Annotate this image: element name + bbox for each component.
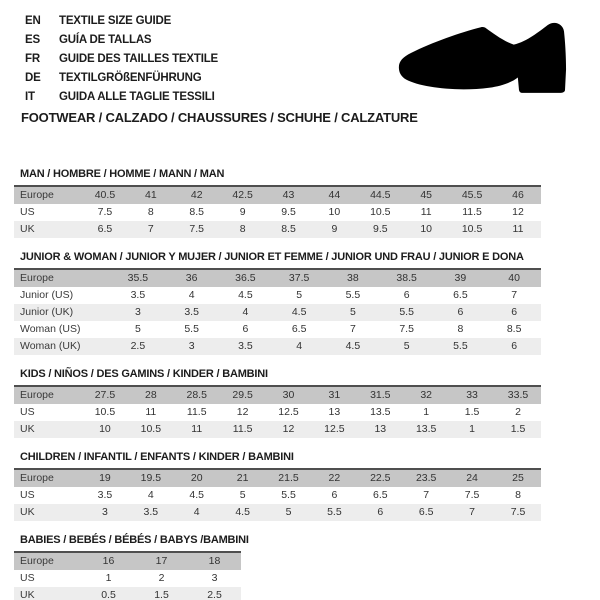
size-cell: 38.5 <box>380 269 434 287</box>
row-label: US <box>14 487 82 504</box>
table-row <box>14 487 541 504</box>
size-cell: 44.5 <box>357 186 403 204</box>
size-section-children <box>14 451 541 521</box>
size-cell: 2.5 <box>188 587 241 600</box>
size-cell: 0.5 <box>82 587 135 600</box>
size-cell: 40 <box>487 269 541 287</box>
size-cell: 6.5 <box>272 321 326 338</box>
size-cell: 5.5 <box>165 321 219 338</box>
size-cell: 32 <box>403 386 449 404</box>
size-cell: 28.5 <box>174 386 220 404</box>
language-label: GUIDE DES TAILLES TEXTILE <box>59 53 218 65</box>
table-row <box>14 186 541 204</box>
table-row <box>14 269 541 287</box>
section-title: BABIES / BEBÉS / BÉBÉS / BABYS /BAMBINI <box>20 534 249 546</box>
size-cell: 28 <box>128 386 174 404</box>
size-tables-container <box>14 168 541 600</box>
size-cell: 8 <box>434 321 488 338</box>
size-table <box>14 185 541 238</box>
size-cell: 45 <box>403 186 449 204</box>
row-label: Junior (US) <box>14 287 111 304</box>
size-cell: 40.5 <box>82 186 128 204</box>
size-cell: 41 <box>128 186 174 204</box>
size-cell: 12.5 <box>266 404 312 421</box>
size-cell: 30 <box>266 386 312 404</box>
size-cell: 12 <box>266 421 312 438</box>
size-cell: 13.5 <box>403 421 449 438</box>
size-cell: 5 <box>111 321 165 338</box>
table-row <box>14 338 541 355</box>
size-cell: 3 <box>165 338 219 355</box>
size-cell: 11 <box>128 404 174 421</box>
table-row <box>14 304 541 321</box>
size-cell: 8 <box>220 221 266 238</box>
size-cell: 10.5 <box>82 404 128 421</box>
table-row <box>14 386 541 404</box>
size-cell: 4.5 <box>272 304 326 321</box>
size-table <box>14 385 541 438</box>
size-cell: 5 <box>326 304 380 321</box>
size-cell: 46 <box>495 186 541 204</box>
size-cell: 4.5 <box>219 287 273 304</box>
size-cell: 3.5 <box>128 504 174 521</box>
table-row <box>14 287 541 304</box>
row-label: UK <box>14 421 82 438</box>
size-cell: 4.5 <box>220 504 266 521</box>
size-cell: 8.5 <box>487 321 541 338</box>
table-row <box>14 552 241 570</box>
language-code: FR <box>25 53 40 65</box>
size-cell: 17 <box>135 552 188 570</box>
size-cell: 11.5 <box>220 421 266 438</box>
size-cell: 1.5 <box>449 404 495 421</box>
row-label: UK <box>14 504 82 521</box>
size-cell: 7 <box>403 487 449 504</box>
row-label: UK <box>14 587 82 600</box>
language-row <box>25 88 218 107</box>
size-cell: 10.5 <box>128 421 174 438</box>
size-cell: 19 <box>82 469 128 487</box>
size-cell: 1 <box>449 421 495 438</box>
size-section-babies <box>14 534 541 600</box>
size-cell: 7.5 <box>174 221 220 238</box>
size-cell: 2 <box>135 570 188 587</box>
size-cell: 4 <box>128 487 174 504</box>
size-cell: 38 <box>326 269 380 287</box>
size-cell: 7.5 <box>495 504 541 521</box>
table-row <box>14 404 541 421</box>
section-title: CHILDREN / INFANTIL / ENFANTS / KINDER / BAMBINI <box>20 451 294 463</box>
size-cell: 39 <box>434 269 488 287</box>
size-cell: 3.5 <box>82 487 128 504</box>
size-cell: 9.5 <box>357 221 403 238</box>
size-cell: 25 <box>495 469 541 487</box>
size-cell: 6 <box>487 304 541 321</box>
language-code: IT <box>25 91 35 103</box>
table-row <box>14 321 541 338</box>
size-cell: 18 <box>188 552 241 570</box>
size-cell: 22 <box>311 469 357 487</box>
table-row <box>14 587 241 600</box>
size-cell: 11 <box>495 221 541 238</box>
size-cell: 4.5 <box>174 487 220 504</box>
size-cell: 4 <box>272 338 326 355</box>
size-cell: 43 <box>266 186 312 204</box>
size-cell: 10 <box>403 221 449 238</box>
size-cell: 11 <box>174 421 220 438</box>
size-cell: 23.5 <box>403 469 449 487</box>
size-cell: 8 <box>495 487 541 504</box>
size-cell: 5 <box>380 338 434 355</box>
section-title: JUNIOR & WOMAN / JUNIOR Y MUJER / JUNIOR ET FEMME / JUNIOR UND FRAU / JUNIOR E DONA <box>20 251 524 263</box>
size-section-man <box>14 168 541 238</box>
size-cell: 3.5 <box>219 338 273 355</box>
size-cell: 5.5 <box>311 504 357 521</box>
size-cell: 37.5 <box>272 269 326 287</box>
size-cell: 3 <box>188 570 241 587</box>
table-row <box>14 221 541 238</box>
size-cell: 6.5 <box>357 487 403 504</box>
size-cell: 31.5 <box>357 386 403 404</box>
size-cell: 2.5 <box>111 338 165 355</box>
size-cell: 7.5 <box>82 204 128 221</box>
size-cell: 6.5 <box>403 504 449 521</box>
row-label: UK <box>14 221 82 238</box>
size-cell: 5 <box>266 504 312 521</box>
size-cell: 8 <box>128 204 174 221</box>
size-cell: 1 <box>403 404 449 421</box>
size-cell: 7 <box>487 287 541 304</box>
size-cell: 24 <box>449 469 495 487</box>
shoe-icon <box>396 18 572 98</box>
size-cell: 45.5 <box>449 186 495 204</box>
row-label: US <box>14 204 82 221</box>
size-cell: 13.5 <box>357 404 403 421</box>
size-cell: 3.5 <box>111 287 165 304</box>
size-cell: 11.5 <box>449 204 495 221</box>
size-cell: 27.5 <box>82 386 128 404</box>
language-code: ES <box>25 34 40 46</box>
size-cell: 3 <box>111 304 165 321</box>
row-label: Woman (UK) <box>14 338 111 355</box>
size-cell: 12.5 <box>311 421 357 438</box>
size-table <box>14 468 541 521</box>
size-cell: 42 <box>174 186 220 204</box>
row-label: Europe <box>14 186 82 204</box>
size-table <box>14 551 241 600</box>
size-cell: 31 <box>311 386 357 404</box>
size-cell: 5 <box>272 287 326 304</box>
row-label: Europe <box>14 469 82 487</box>
size-cell: 10 <box>311 204 357 221</box>
category-line: FOOTWEAR / CALZADO / CHAUSSURES / SCHUHE / CALZATURE <box>21 110 418 125</box>
language-label: GUÍA DE TALLAS <box>59 34 152 46</box>
row-label: Junior (UK) <box>14 304 111 321</box>
size-cell: 6 <box>487 338 541 355</box>
size-section-kids <box>14 368 541 438</box>
table-row <box>14 570 241 587</box>
size-cell: 4 <box>174 504 220 521</box>
size-cell: 7 <box>128 221 174 238</box>
size-cell: 20 <box>174 469 220 487</box>
language-label: TEXTILGRÖßENFÜHRUNG <box>59 72 202 84</box>
language-list <box>25 12 218 107</box>
language-row <box>25 31 218 50</box>
size-cell: 11 <box>403 204 449 221</box>
size-cell: 1 <box>82 570 135 587</box>
size-cell: 44 <box>311 186 357 204</box>
table-row <box>14 421 541 438</box>
size-cell: 12 <box>220 404 266 421</box>
size-cell: 22.5 <box>357 469 403 487</box>
size-cell: 1.5 <box>495 421 541 438</box>
size-cell: 1.5 <box>135 587 188 600</box>
size-cell: 5.5 <box>326 287 380 304</box>
size-cell: 10 <box>82 421 128 438</box>
size-cell: 6 <box>357 504 403 521</box>
language-label: TEXTILE SIZE GUIDE <box>59 15 172 27</box>
size-cell: 11.5 <box>174 404 220 421</box>
size-cell: 4 <box>219 304 273 321</box>
table-row <box>14 204 541 221</box>
row-label: Europe <box>14 552 82 570</box>
language-code: DE <box>25 72 41 84</box>
language-label: GUIDA ALLE TAGLIE TESSILI <box>59 91 215 103</box>
row-label: US <box>14 570 82 587</box>
size-cell: 36.5 <box>219 269 273 287</box>
size-cell: 6 <box>380 287 434 304</box>
row-label: Europe <box>14 269 111 287</box>
size-cell: 6.5 <box>434 287 488 304</box>
size-cell: 13 <box>357 421 403 438</box>
size-cell: 5.5 <box>380 304 434 321</box>
size-cell: 36 <box>165 269 219 287</box>
size-cell: 7 <box>326 321 380 338</box>
size-cell: 19.5 <box>128 469 174 487</box>
size-cell: 16 <box>82 552 135 570</box>
size-cell: 10.5 <box>357 204 403 221</box>
size-cell: 5.5 <box>434 338 488 355</box>
row-label: Europe <box>14 386 82 404</box>
language-code: EN <box>25 15 41 27</box>
size-cell: 5.5 <box>266 487 312 504</box>
size-cell: 10.5 <box>449 221 495 238</box>
language-row <box>25 12 218 31</box>
size-cell: 33.5 <box>495 386 541 404</box>
size-cell: 6 <box>219 321 273 338</box>
size-cell: 8.5 <box>266 221 312 238</box>
size-cell: 3 <box>82 504 128 521</box>
section-title: KIDS / NIÑOS / DES GAMINS / KINDER / BAMBINI <box>20 368 268 380</box>
size-cell: 13 <box>311 404 357 421</box>
size-cell: 12 <box>495 204 541 221</box>
size-cell: 29.5 <box>220 386 266 404</box>
size-cell: 6 <box>434 304 488 321</box>
size-cell: 7 <box>449 504 495 521</box>
row-label: US <box>14 404 82 421</box>
size-cell: 9 <box>311 221 357 238</box>
size-cell: 7.5 <box>380 321 434 338</box>
size-cell: 42.5 <box>220 186 266 204</box>
size-cell: 5 <box>220 487 266 504</box>
language-row <box>25 50 218 69</box>
size-cell: 4.5 <box>326 338 380 355</box>
size-cell: 9 <box>220 204 266 221</box>
size-cell: 7.5 <box>449 487 495 504</box>
size-cell: 4 <box>165 287 219 304</box>
size-cell: 35.5 <box>111 269 165 287</box>
size-cell: 2 <box>495 404 541 421</box>
size-table <box>14 268 541 355</box>
table-row <box>14 469 541 487</box>
size-cell: 6 <box>311 487 357 504</box>
size-cell: 21.5 <box>266 469 312 487</box>
section-title: MAN / HOMBRE / HOMME / MANN / MAN <box>20 168 225 180</box>
size-cell: 6.5 <box>82 221 128 238</box>
size-cell: 3.5 <box>165 304 219 321</box>
size-section-junior-woman <box>14 251 541 355</box>
row-label: Woman (US) <box>14 321 111 338</box>
language-row <box>25 69 218 88</box>
size-cell: 9.5 <box>266 204 312 221</box>
size-cell: 8.5 <box>174 204 220 221</box>
size-cell: 33 <box>449 386 495 404</box>
size-cell: 21 <box>220 469 266 487</box>
table-row <box>14 504 541 521</box>
